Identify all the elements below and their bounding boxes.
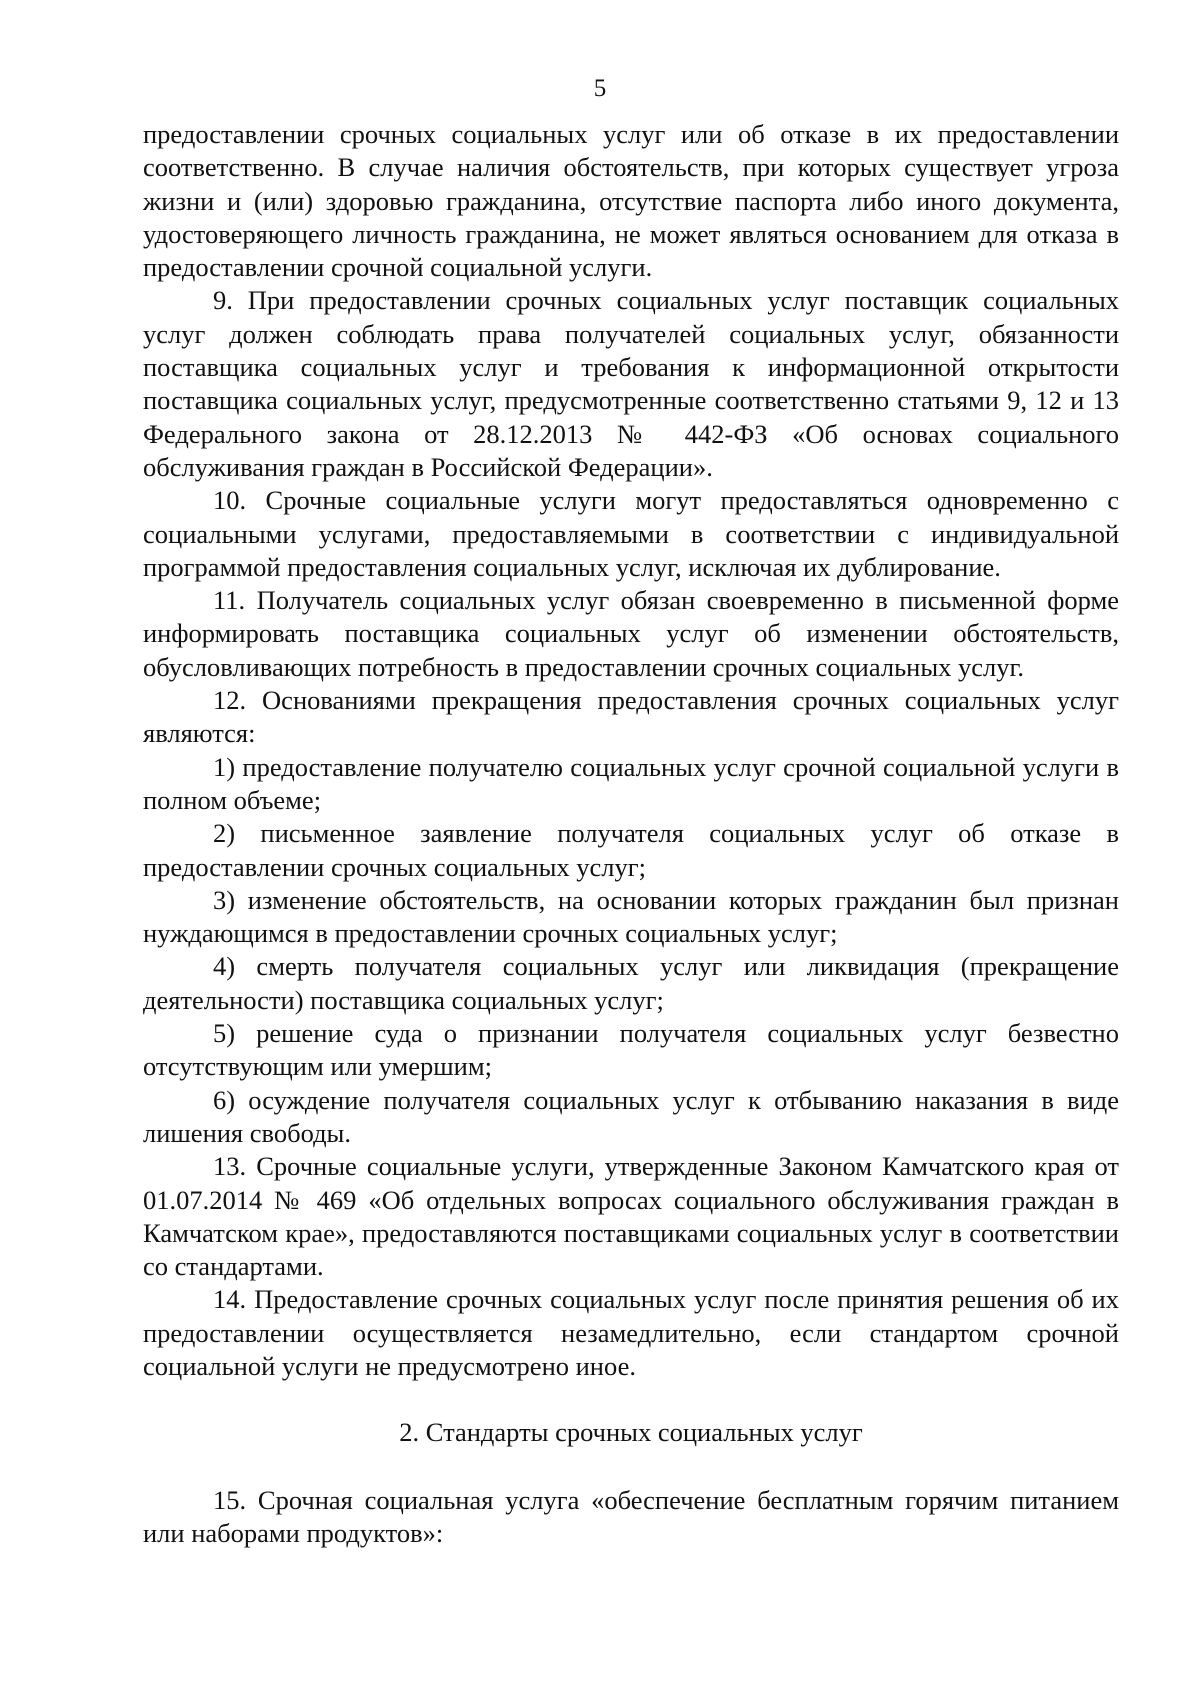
list-item-5: 5) решение суда о признании получателя социальных услуг безвестно отсутствующим или умершим; (143, 1018, 1119, 1082)
paragraph-item-11: 11. Получатель социальных услуг обязан своевременно в письменной форме информировать поставщика социальных услуг об изменении обстоятельств, обусловливающих потребность в предоставлении срочных социальных услуг. (143, 585, 1119, 682)
list-item-3: 3) изменение обстоятельств, на основании которых гражданин был признан нуждающимся в предоставлении срочных социальных услуг; (143, 884, 1119, 949)
list-item-6: 6) осуждение получателя социальных услуг к отбыванию наказания в виде лишения свободы. (143, 1084, 1119, 1148)
document-body (143, 118, 1119, 1550)
paragraph-item-10: 10. Срочные социальные услуги могут предоставляться одновременно с социальными услугами, предоставляемыми в соответствии с индивидуальной программой предоставления социальных услуг, исключая их дублирование. (143, 485, 1119, 582)
section-heading: 2. Стандарты срочных социальных услуг (399, 1417, 863, 1448)
page-number: 5 (593, 75, 607, 102)
list-item-4: 4) смерть получателя социальных услуг или ликвидация (прекращение деятельности) поставщика социальных услуг; (143, 951, 1119, 1015)
paragraph-item-15: 15. Срочная социальная услуга «обеспечение бесплатным горячим питанием или наборами продуктов»: (143, 1484, 1119, 1548)
paragraph-item-9: 9. При предоставлении срочных социальных услуг поставщик социальных услуг должен соблюдать права получателей социальных услуг, обязанности поставщика социальных услуг и требования к информационной открытости поставщика социальных услуг, предусмотренные соответственно статьями 9, 12 и 13 Федерального закона от 28.12.2013 № 442-ФЗ «Об основах социального обслуживания граждан в Российской Федерации». (143, 285, 1119, 482)
paragraph-item-13: 13. Срочные социальные услуги, утвержденные Законом Камчатского края от 01.07.2014 № 469 «Об отдельных вопросах социального обслуживания граждан в Камчатском крае», предоставляются поставщиками социальных услуг в соответствии со стандартами. (143, 1151, 1119, 1282)
list-item-2: 2) письменное заявление получателя социальных услуг об отказе в предоставлении срочных социальных услуг; (143, 818, 1119, 882)
paragraph-continuation: предоставлении срочных социальных услуг или об отказе в их предоставлении соответственно. В случае наличия обстоятельств, при которых существует угроза жизни и (или) здоровью гражданина, отсутствие паспорта либо иного документа, удостоверяющего личность гражданина, не может являться основанием для отказа в предоставлении срочной социальной услуги. (143, 119, 1119, 283)
paragraph-item-12: 12. Основаниями прекращения предоставления срочных социальных услуг являются: (143, 685, 1119, 749)
list-item-1: 1) предоставление получателю социальных услуг срочной социальной услуги в полном объеме; (143, 751, 1119, 815)
paragraph-item-14: 14. Предоставление срочных социальных услуг после принятия решения об их предоставлении осуществляется незамедлительно, если стандартом срочной социальной услуги не предусмотрено иное. (143, 1284, 1119, 1381)
